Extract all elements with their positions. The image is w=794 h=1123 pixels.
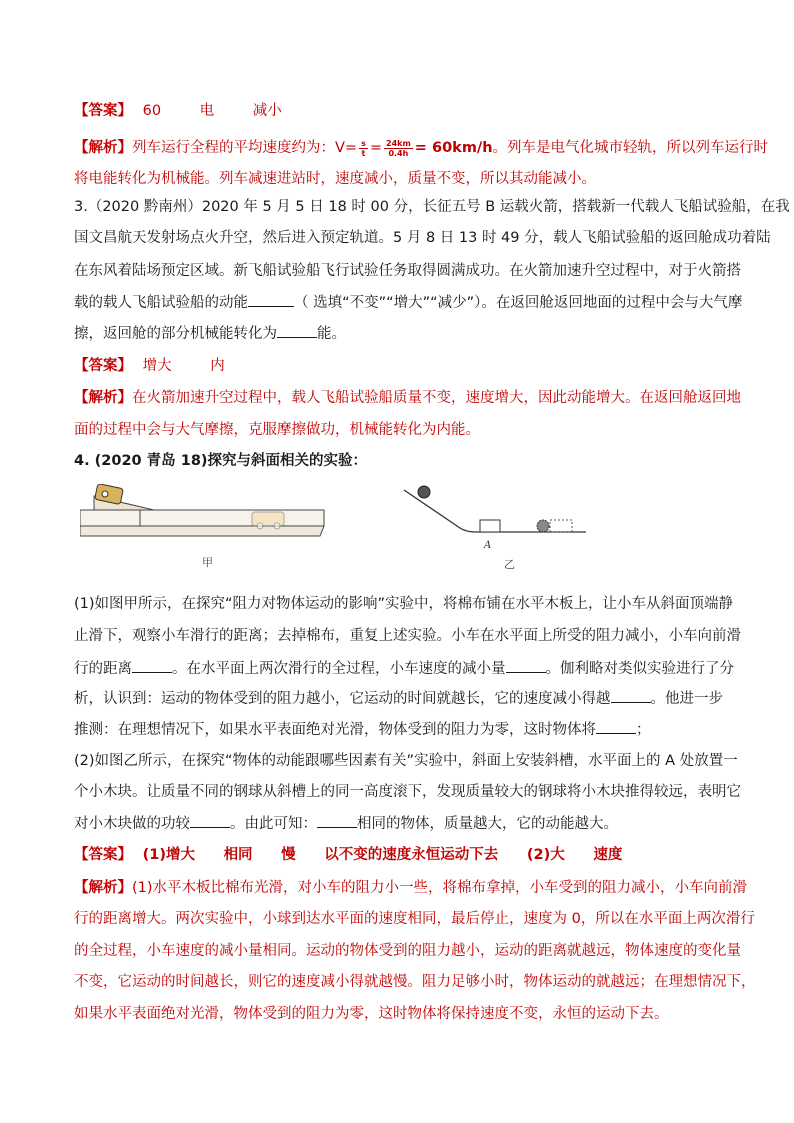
- fraction: [384, 139, 413, 158]
- question-line: (2)如图乙所示，在探究“物体的动能跟哪些因素有关”实验中，斜面上安装斜槽，水平面上的 A 处放置一: [74, 753, 738, 769]
- answer-blank: [190, 813, 230, 828]
- block-end: [550, 520, 572, 532]
- analysis-tag: 【解析】: [74, 140, 132, 156]
- answer-value: 内: [210, 358, 225, 374]
- answer-blank: [132, 658, 172, 673]
- question-title: 4. (2020 青岛 18)探究与斜面相关的实验：: [74, 453, 368, 469]
- wood-block: [480, 520, 500, 532]
- question-text: 。在水平面上两次滑行的全过程，小车速度的减小量: [172, 661, 506, 677]
- analysis-line: [74, 388, 741, 408]
- question-text: （ 选填“不变”“增大”“减少”）。在返回舱返回地面的过程中会与大气摩: [294, 295, 743, 311]
- analysis-line: 如果水平表面绝对光滑，物体受到的阻力为零，这时物体将保持速度不变，永恒的运动下去。: [74, 1006, 669, 1022]
- analysis-line: 面的过程中会与大气摩擦，克服摩擦做功，机械能转化为内能。: [74, 422, 480, 438]
- analysis-tag: 【解析】: [74, 390, 132, 406]
- answer-line: [74, 845, 622, 865]
- fraction: [359, 139, 368, 158]
- figure-jia: [80, 484, 332, 574]
- question-text: 相同的物体，质量越大，它的动能越大。: [357, 816, 618, 832]
- question-text: 擦，返回舱的部分机械能转化为: [74, 326, 277, 342]
- answer-tag: 【答案】: [74, 358, 132, 374]
- answer-value: 相同: [223, 847, 253, 863]
- question-text: 载的载人飞船试验船的动能: [74, 295, 248, 311]
- question-line: 3.（2020 黔南州）2020 年 5 月 5 日 18 时 00 分，长征五号 B 运载火箭，搭载新一代载人飞船试验船，在我: [74, 199, 790, 215]
- steel-ball: [418, 486, 430, 498]
- answer-value: 速度: [593, 847, 623, 863]
- question-line: [74, 719, 651, 740]
- answer-value: 以不变的速度永恒运动下去: [324, 847, 499, 863]
- answer-value: 慢: [281, 847, 296, 863]
- question-text: 析，认识到：运动的物体受到的阻力越小，它运动的时间就越长，它的速度减小得越: [74, 691, 611, 707]
- answer-blank: [596, 719, 636, 734]
- answer-blank: [611, 688, 651, 703]
- answer-value: 增大: [142, 358, 172, 374]
- analysis-line: [74, 138, 768, 158]
- answer-value: (2)大: [526, 847, 565, 863]
- equals-sign: =: [369, 140, 382, 156]
- answer-tag: 【答案】: [74, 103, 132, 119]
- question-line: [74, 658, 734, 679]
- question-text: 对小木块做的功较: [74, 816, 190, 832]
- ball-end: [537, 520, 549, 532]
- question-text: 。他进一步: [650, 691, 723, 707]
- answer-value: 60: [142, 103, 162, 119]
- analysis-text: 。列车是电气化城市轻轨，所以列车运行时: [492, 140, 769, 156]
- toy-car-faded: [252, 512, 284, 529]
- question-line: [74, 688, 723, 709]
- fraction-numerator: 24km: [386, 138, 411, 148]
- result-value: = 60km/h: [414, 140, 493, 156]
- analysis-line: 将电能转化为机械能。列车减速进站时，速度减小，质量不变，所以其动能减小。: [74, 171, 596, 187]
- question-text: ；: [636, 722, 651, 738]
- answer-blank: [506, 658, 546, 673]
- figure-label: 乙: [504, 558, 515, 571]
- fraction-numerator: s: [361, 138, 366, 148]
- fraction-denominator: t: [361, 148, 366, 158]
- question-line: [74, 292, 742, 313]
- question-text: 推测：在理想情况下，如果水平表面绝对光滑，物体受到的阻力为零，这时物体将: [74, 722, 596, 738]
- fraction-denominator: 0.4h: [388, 148, 409, 158]
- question-line: 止滑下，观察小车滑行的距离；去掉棉布，重复上述实验。小车在水平面上所受的阻力减小，小车向前滑: [74, 628, 741, 644]
- question-line: [74, 323, 346, 344]
- analysis-line: 的全过程，小车速度的减小量相同。运动的物体受到的阻力越小，运动的距离就越远，物体速度的变化量: [74, 943, 741, 959]
- question-text: 行的距离: [74, 661, 132, 677]
- analysis-line: [74, 878, 747, 898]
- question-line: [74, 813, 618, 834]
- analysis-line: 行的距离增大。两次实验中，小球到达水平面的速度相同，最后停止，速度为 0，所以在水平面上两次滑行: [74, 911, 755, 927]
- point-label: A: [484, 540, 492, 551]
- question-text: 能。: [317, 326, 346, 342]
- answer-tag: 【答案】: [74, 847, 132, 863]
- question-line: (1)如图甲所示，在探究“阻力对物体运动的影响”实验中，将棉布铺在水平木板上，让小车从斜面顶端静: [74, 596, 734, 612]
- analysis-text: (1)水平木板比棉布光滑，对小车的阻力小一些，将棉布拿掉，小车受到的阻力减小，小车向前滑: [132, 880, 748, 896]
- analysis-line: 不变，它运动的时间越长，则它的速度减小得就越慢。阻力足够小时，物体运动的就越远；在理想情况下，: [74, 974, 756, 990]
- question-text: 。由此可知：: [230, 816, 317, 832]
- analysis-text: 在火箭加速升空过程中，载人飞船试验船质量不变，速度增大，因此动能增大。在返回舱返回地: [132, 390, 741, 406]
- question-line: 个小木块。让质量不同的钢球从斜槽上的同一高度滚下，发现质量较大的钢球将小木块推得较远，表明它: [74, 784, 741, 800]
- answer-line: [74, 101, 282, 121]
- answer-blank: [317, 813, 357, 828]
- answer-line: [74, 356, 225, 376]
- question-line: 在东风着陆场预定区域。新飞船试验船飞行试验任务取得圆满成功。在火箭加速升空过程中，对于火箭搭: [74, 263, 741, 279]
- question-line: 国文昌航天发射场点火升空，然后进入预定轨道。5 月 8 日 13 时 49 分，载人飞船试验船的返回舱成功着陆: [74, 230, 771, 246]
- answer-blank: [277, 323, 317, 338]
- answer-value: (1)增大: [142, 847, 195, 863]
- answer-blank: [248, 292, 294, 307]
- answer-value: 减小: [252, 103, 282, 119]
- board: [80, 510, 324, 536]
- question-text: 。伽利略对类似实验进行了分: [545, 661, 734, 677]
- analysis-tag: 【解析】: [74, 880, 132, 896]
- figure-label: 甲: [202, 556, 213, 569]
- answer-value: 电: [199, 103, 215, 119]
- analysis-text: 列车运行全程的平均速度约为：V=: [132, 140, 358, 156]
- figure-yi: [400, 480, 596, 574]
